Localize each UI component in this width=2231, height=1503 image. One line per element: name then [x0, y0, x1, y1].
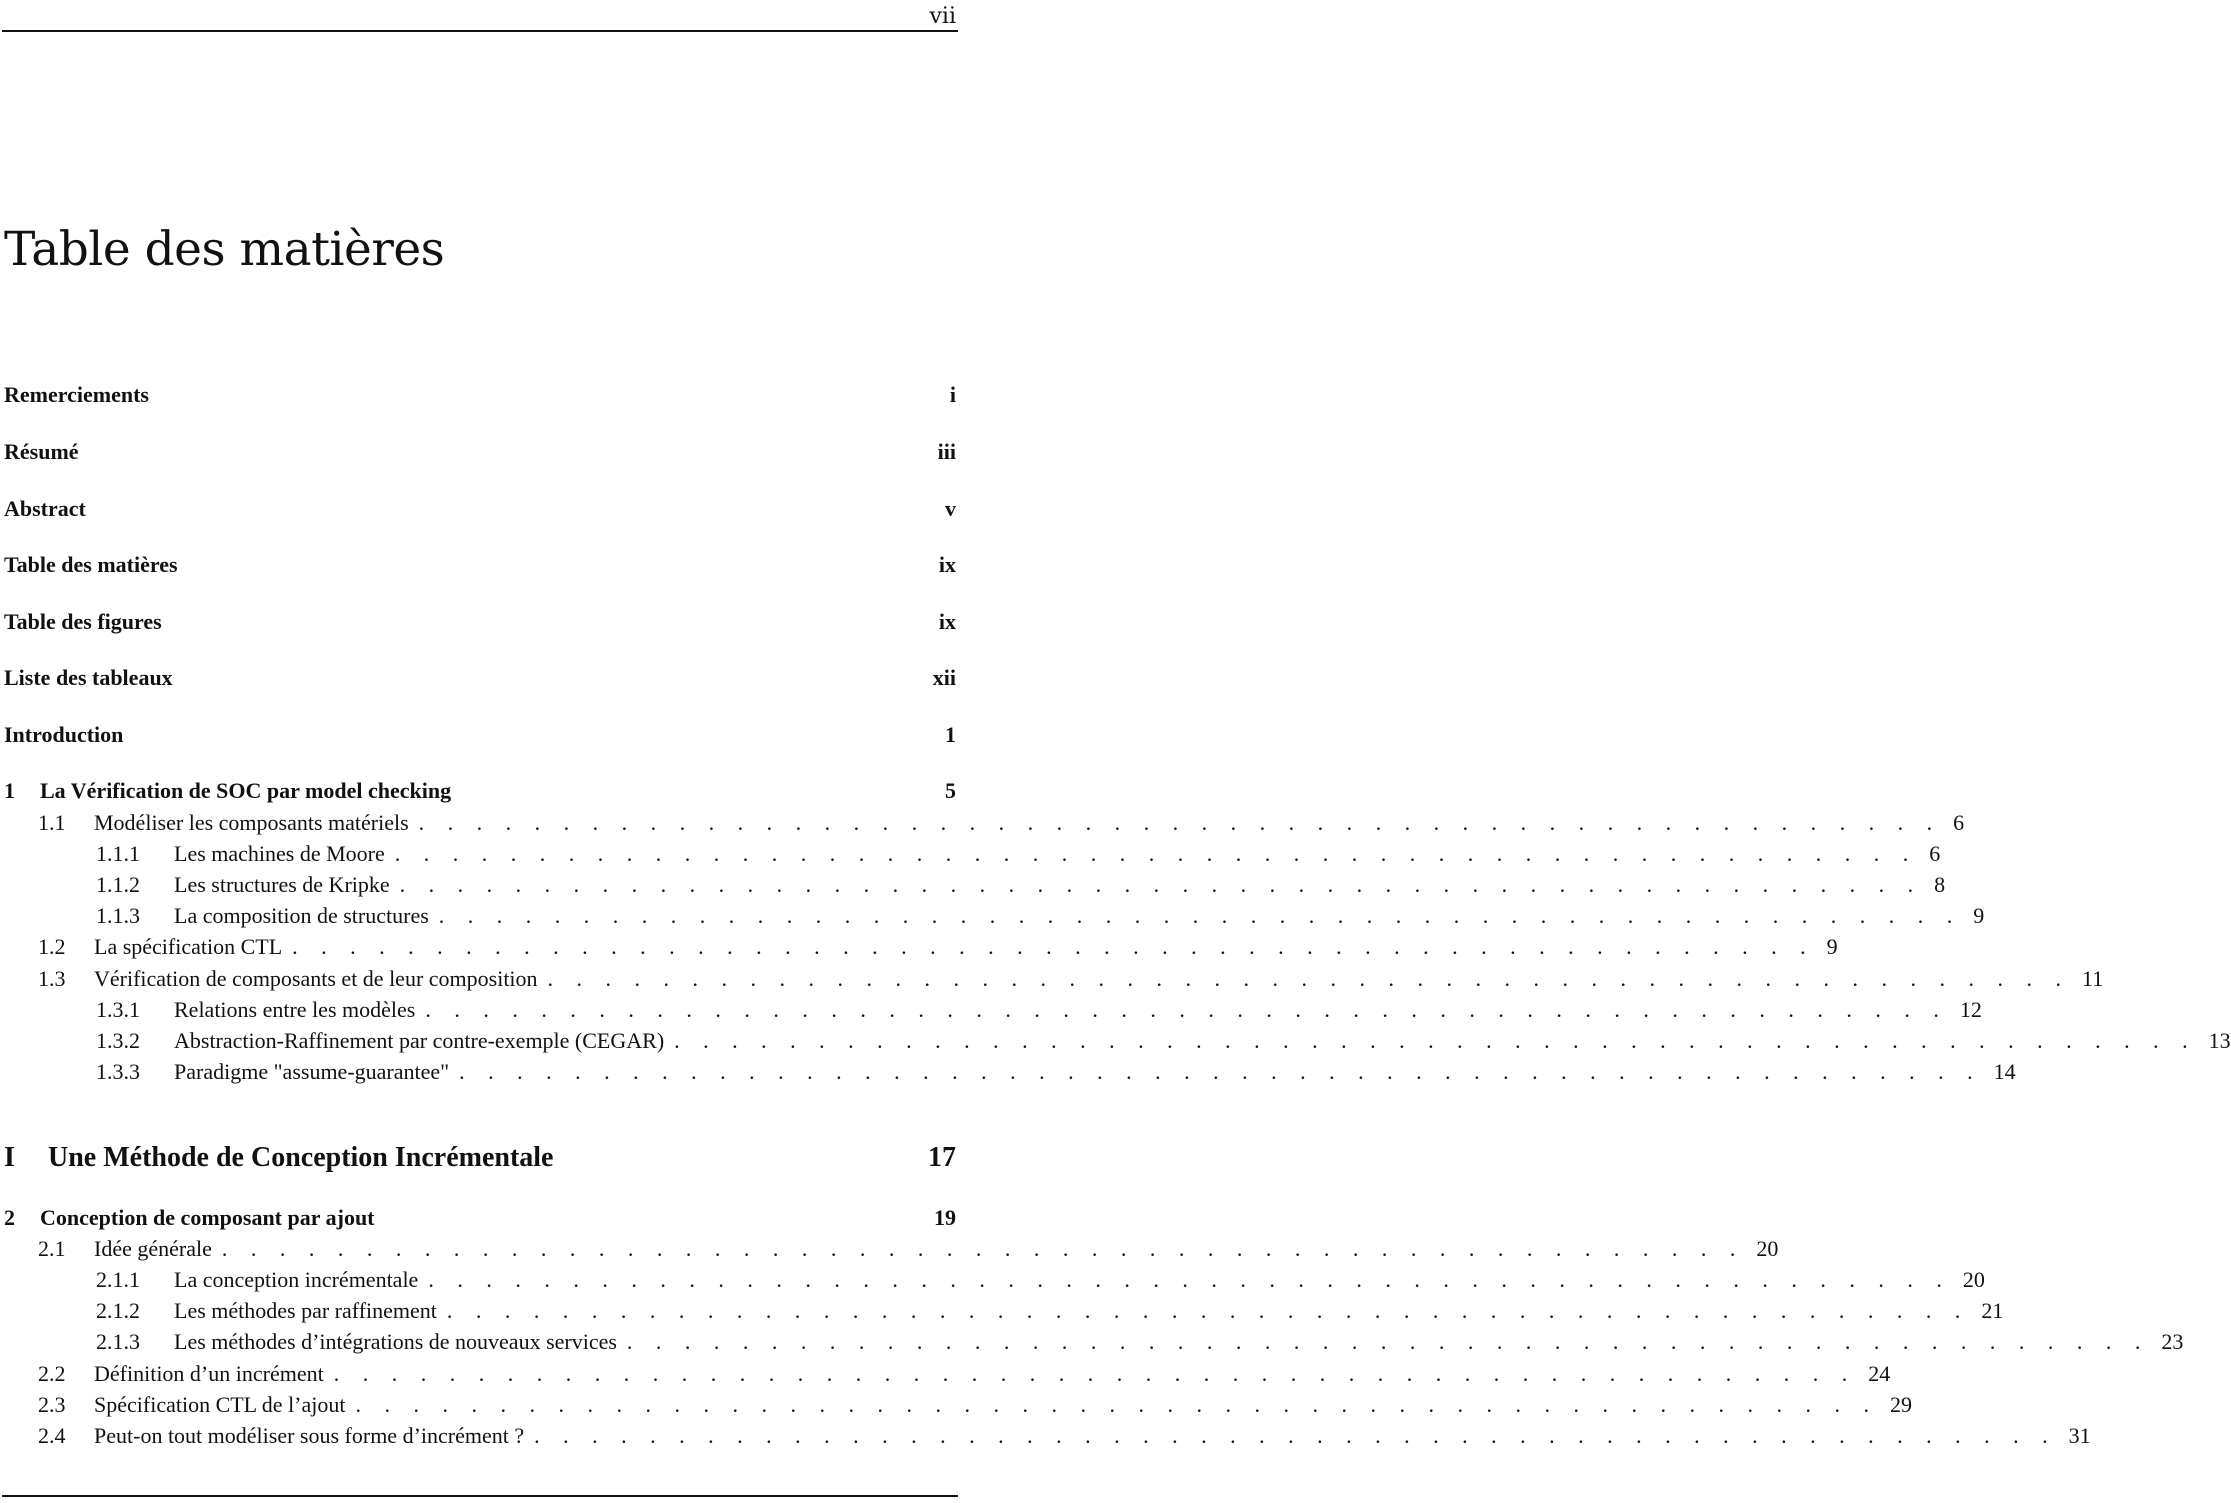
toc-entry-label: Définition d’un incrément: [94, 1361, 324, 1386]
toc-subsection-1-1-3[interactable]: [4, 903, 1985, 929]
toc-entry-page: 11: [2082, 966, 2104, 991]
toc-entry-page: ix: [938, 552, 956, 577]
toc-section-1-2[interactable]: [4, 934, 1838, 960]
toc-subsection-1-3-3[interactable]: [4, 1059, 2016, 1085]
toc-entry-number: 2.1: [38, 1236, 66, 1261]
toc-entry-page: 5: [945, 778, 956, 803]
toc-entry-label: Remerciements: [4, 382, 149, 407]
toc-section-2-3[interactable]: [4, 1392, 1912, 1418]
toc-section-1-1[interactable]: [4, 810, 1965, 836]
toc-entry-label: Les machines de Moore: [174, 841, 385, 866]
toc-entry-page: 12: [1959, 997, 1982, 1022]
toc-entry-page: 1: [945, 722, 956, 747]
toc-entry-page: 17: [928, 1142, 956, 1173]
toc-entry-resume[interactable]: [4, 439, 956, 465]
toc-entry-page: 24: [1868, 1361, 1891, 1386]
leader-dots: . . . . . . . . . . . . . . . . . . . . . . . . . . . . . . . . . . . . . . . . . . . . . . . . . . . . .: [446, 1298, 1970, 1323]
leader-dots: . . . . . . . . . . . . . . . . . . . . . . . . . . . . . . . . . . . . . . . . . . . . . . . . . . . . .: [418, 810, 1942, 835]
toc-part-1[interactable]: [4, 1142, 956, 1174]
toc-entry-remerciements[interactable]: [4, 382, 956, 408]
toc-entry-page: 29: [1890, 1392, 1912, 1417]
leader-dots: . . . . . . . . . . . . . . . . . . . . . . . . . . . . . . . . . . . . . . . . . . . . . . . . . . . . .: [547, 966, 2071, 991]
toc-entry-page: i: [949, 382, 956, 407]
leader-dots: . . . . . . . . . . . . . . . . . . . . . . . . . . . . . . . . . . . . . . . . . . . . . . . . . . . . .: [438, 903, 1962, 928]
toc-section-1-3[interactable]: [4, 966, 2104, 992]
toc-entry-label: Les méthodes par raffinement: [174, 1298, 437, 1323]
toc-entry-label: Relations entre les modèles: [174, 997, 416, 1022]
toc-entry-page: 21: [1981, 1298, 2004, 1323]
toc-entry-label: Introduction: [4, 722, 124, 747]
toc-entry-number: 1.1: [38, 810, 66, 835]
toc-entry-table-des-figures[interactable]: [4, 609, 956, 635]
toc-entry-number: 2.4: [38, 1423, 66, 1448]
toc-entry-page: 9: [1973, 903, 1985, 928]
toc-section-2-1[interactable]: [4, 1236, 1779, 1262]
toc-entry-page: 9: [1826, 934, 1838, 959]
toc-entry-number: 2.1.3: [96, 1329, 140, 1354]
toc-entry-page: 13: [2208, 1028, 2231, 1053]
leader-dots: . . . . . . . . . . . . . . . . . . . . . . . . . . . . . . . . . . . . . . . . . . . . . . . . . . . . .: [428, 1267, 1951, 1292]
toc-entry-number: 1.3.3: [96, 1059, 140, 1084]
toc-entry-label: La conception incrémentale: [174, 1267, 419, 1292]
toc-entry-label: Spécification CTL de l’ajout: [94, 1392, 346, 1417]
toc-entry-label: Paradigme "assume-guarantee": [174, 1059, 450, 1084]
toc-subsection-1-3-1[interactable]: [4, 997, 1982, 1023]
leader-dots: . . . . . . . . . . . . . . . . . . . . . . . . . . . . . . . . . . . . . . . . . . . . . . . . . . . . .: [333, 1361, 1857, 1386]
toc-entry-number: I: [4, 1142, 15, 1173]
toc-entry-page: 31: [2068, 1423, 2091, 1448]
toc-entry-label: Les structures de Kripke: [174, 872, 390, 897]
toc-entry-introduction[interactable]: [4, 722, 956, 748]
toc-entry-number: 1.1.2: [96, 872, 140, 897]
leader-dots: . . . . . . . . . . . . . . . . . . . . . . . . . . . . . . . . . . . . . . . . . . . . . . . . . . . . .: [425, 997, 1948, 1022]
toc-entry-page: 8: [1934, 872, 1946, 897]
toc-subsection-2-1-3[interactable]: [4, 1329, 2184, 1355]
leader-dots: . . . . . . . . . . . . . . . . . . . . . . . . . . . . . . . . . . . . . . . . . . . . . . . . . . . . .: [626, 1329, 2150, 1354]
leader-dots: . . . . . . . . . . . . . . . . . . . . . . . . . . . . . . . . . . . . . . . . . . . . . . . . . . . . .: [394, 841, 1918, 866]
toc-subsection-1-1-2[interactable]: [4, 872, 1946, 898]
toc-entry-label: Liste des tableaux: [4, 665, 173, 690]
toc-entry-label: Abstraction-Raffinement par contre-exemple (CEGAR): [174, 1028, 665, 1053]
leader-dots: . . . . . . . . . . . . . . . . . . . . . . . . . . . . . . . . . . . . . . . . . . . . . . . . . . . . .: [221, 1236, 1745, 1261]
header-rule: [2, 30, 958, 32]
toc-entry-label: Les méthodes d’intégrations de nouveaux services: [174, 1329, 617, 1354]
toc-subsection-1-3-2[interactable]: [4, 1028, 2231, 1054]
toc-entry-page: 6: [1953, 810, 1965, 835]
toc-entry-liste-des-tableaux[interactable]: [4, 665, 956, 691]
toc-entry-label: Conception de composant par ajout: [40, 1205, 375, 1230]
toc-entry-label: Table des figures: [4, 609, 162, 634]
toc-entry-label: La spécification CTL: [94, 934, 283, 959]
toc-subsection-1-1-1[interactable]: [4, 841, 1941, 867]
toc-entry-page: iii: [937, 439, 956, 464]
toc-entry-page: xii: [932, 665, 956, 690]
toc-section-2-4[interactable]: [4, 1423, 2091, 1449]
toc-entry-label: Table des matières: [4, 552, 178, 577]
toc-entry-number: 2: [4, 1205, 15, 1230]
toc-chapter-2[interactable]: [4, 1205, 956, 1231]
toc-entry-number: 2.1.1: [96, 1267, 140, 1292]
toc-entry-page: 23: [2161, 1329, 2184, 1354]
leader-dots: . . . . . . . . . . . . . . . . . . . . . . . . . . . . . . . . . . . . . . . . . . . . . . . . . . . . .: [534, 1423, 2057, 1448]
toc-entry-page: 20: [1962, 1267, 1985, 1292]
leader-dots: . . . . . . . . . . . . . . . . . . . . . . . . . . . . . . . . . . . . . . . . . . . . . . . . . . . . .: [355, 1392, 1878, 1417]
toc-entry-page: v: [945, 496, 956, 521]
toc-entry-page: 19: [934, 1205, 956, 1230]
toc-entry-abstract[interactable]: [4, 496, 956, 522]
toc-entry-label: Modéliser les composants matériels: [94, 810, 409, 835]
toc-entry-page: 20: [1756, 1236, 1779, 1261]
toc-entry-number: 1.3.2: [96, 1028, 140, 1053]
toc-entry-number: 1.3: [38, 966, 66, 991]
toc-entry-label: Vérification de composants et de leur composition: [94, 966, 538, 991]
footer-rule: [2, 1495, 958, 1497]
page-number: vii: [929, 4, 956, 29]
toc-entry-label: Résumé: [4, 439, 79, 464]
toc-subsection-2-1-2[interactable]: [4, 1298, 2004, 1324]
toc-entry-label: Abstract: [4, 496, 86, 521]
leader-dots: . . . . . . . . . . . . . . . . . . . . . . . . . . . . . . . . . . . . . . . . . . . . . . . . . . . . .: [399, 872, 1923, 897]
leader-dots: . . . . . . . . . . . . . . . . . . . . . . . . . . . . . . . . . . . . . . . . . . . . . . . . . . . . .: [674, 1028, 2197, 1053]
toc-chapter-1[interactable]: [4, 778, 956, 804]
toc-entry-label: La composition de structures: [174, 903, 429, 928]
toc-entry-label: Une Méthode de Conception Incrémentale: [48, 1142, 554, 1173]
toc-section-2-2[interactable]: [4, 1361, 1891, 1387]
toc-entry-page: 14: [1993, 1059, 2016, 1084]
page-title: Table des matières: [4, 222, 445, 277]
leader-dots: . . . . . . . . . . . . . . . . . . . . . . . . . . . . . . . . . . . . . . . . . . . . . . . . . . . . .: [292, 934, 1815, 959]
toc-entry-number: 2.3: [38, 1392, 66, 1417]
leader-dots: . . . . . . . . . . . . . . . . . . . . . . . . . . . . . . . . . . . . . . . . . . . . . . . . . . . . .: [459, 1059, 1982, 1084]
toc-entry-number: 1.2: [38, 934, 66, 959]
toc-entry-label: Idée générale: [94, 1236, 212, 1261]
toc-entry-number: 1: [4, 778, 15, 803]
toc-subsection-2-1-1[interactable]: [4, 1267, 1985, 1293]
toc-entry-number: 1.3.1: [96, 997, 140, 1022]
toc-entry-page: 6: [1929, 841, 1941, 866]
toc-entry-number: 2.1.2: [96, 1298, 140, 1323]
toc-entry-label: Peut-on tout modéliser sous forme d’incrément ?: [94, 1423, 525, 1448]
toc-entry-number: 2.2: [38, 1361, 66, 1386]
toc-entry-number: 1.1.1: [96, 841, 140, 866]
toc-entry-label: La Vérification de SOC par model checking: [40, 778, 452, 803]
toc-entry-number: 1.1.3: [96, 903, 140, 928]
toc-entry-page: ix: [938, 609, 956, 634]
toc-entry-table-des-matieres[interactable]: [4, 552, 956, 578]
